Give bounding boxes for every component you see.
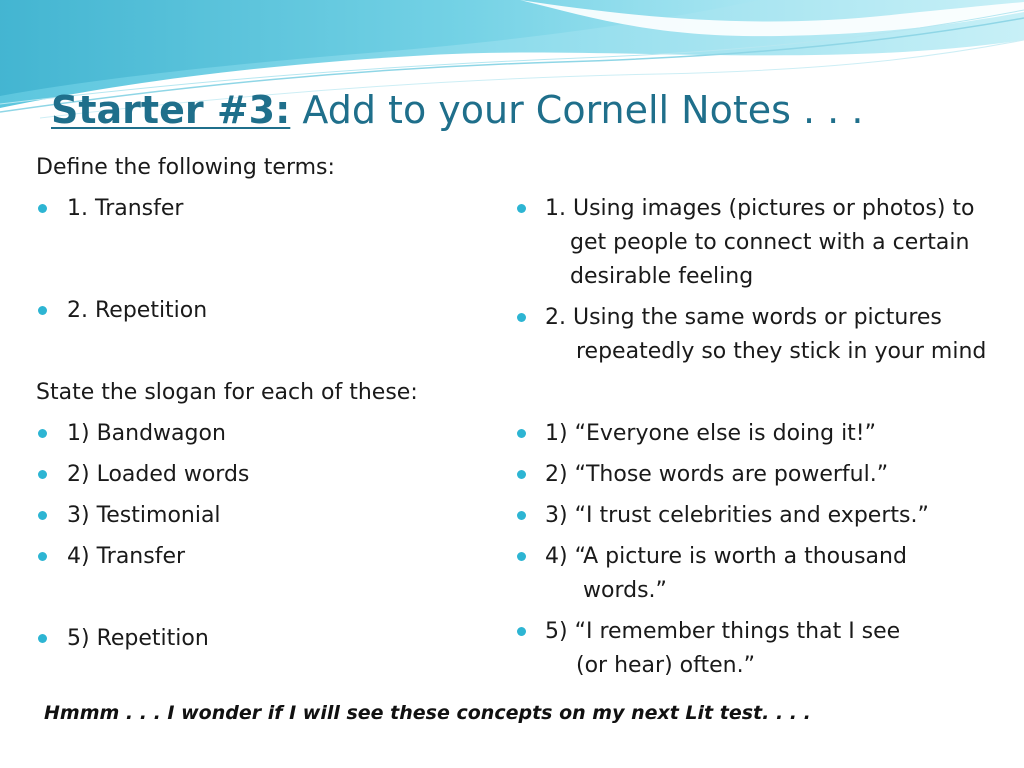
bullet-icon	[517, 627, 526, 636]
slogan-item-bandwagon: 1) Bandwagon	[67, 421, 226, 446]
bullet-icon	[38, 429, 47, 438]
term-transfer: 1. Transfer	[67, 196, 184, 221]
slogan-item-transfer: 4) Transfer	[67, 544, 186, 569]
bullet-icon	[517, 470, 526, 479]
definition-transfer-line-3: desirable feeling	[570, 264, 754, 289]
bullet-icon	[38, 511, 47, 520]
bullet-icon	[517, 511, 526, 520]
slogan-answer-loaded-words: 2) “Those words are powerful.”	[545, 462, 889, 487]
slogan-item-loaded-words: 2) Loaded words	[67, 462, 250, 487]
definition-repetition-line-2: repeatedly so they stick in your mind	[576, 339, 987, 364]
bullet-icon	[517, 429, 526, 438]
slogan-answer-bandwagon: 1) “Everyone else is doing it!”	[545, 421, 877, 446]
bullet-icon	[517, 204, 526, 213]
slogan-answer-transfer-line-1: 4) “A picture is worth a thousand	[545, 544, 907, 569]
slogan-answer-repetition-line-2: (or hear) often.”	[576, 653, 755, 678]
slogans-heading: State the slogan for each of these:	[36, 380, 418, 405]
slogan-answer-testimonial: 3) “I trust celebrities and experts.”	[545, 503, 929, 528]
bullet-icon	[38, 204, 47, 213]
bullet-icon	[38, 634, 47, 643]
bullet-icon	[38, 552, 47, 561]
footer-note: Hmmm . . . I wonder if I will see these concepts on my next Lit test. . . .	[44, 702, 811, 724]
define-heading: Define the following terms:	[36, 155, 335, 180]
definition-repetition-line-1: 2. Using the same words or pictures	[545, 305, 942, 330]
term-repetition: 2. Repetition	[67, 298, 208, 323]
bullet-icon	[38, 306, 47, 315]
slogan-item-repetition: 5) Repetition	[67, 626, 209, 651]
definition-transfer-line-1: 1. Using images (pictures or photos) to	[545, 196, 975, 221]
title-text: Add to your Cornell Notes . . .	[290, 88, 864, 132]
slogan-item-testimonial: 3) Testimonial	[67, 503, 221, 528]
slogan-answer-transfer-line-2: words.”	[583, 578, 667, 603]
slogan-answer-repetition-line-1: 5) “I remember things that I see	[545, 619, 901, 644]
bullet-icon	[38, 470, 47, 479]
title-starter-label: Starter #3:	[51, 88, 291, 132]
bullet-icon	[517, 313, 526, 322]
page-title	[51, 86, 863, 134]
definition-transfer-line-2: get people to connect with a certain	[570, 230, 970, 255]
bullet-icon	[517, 552, 526, 561]
